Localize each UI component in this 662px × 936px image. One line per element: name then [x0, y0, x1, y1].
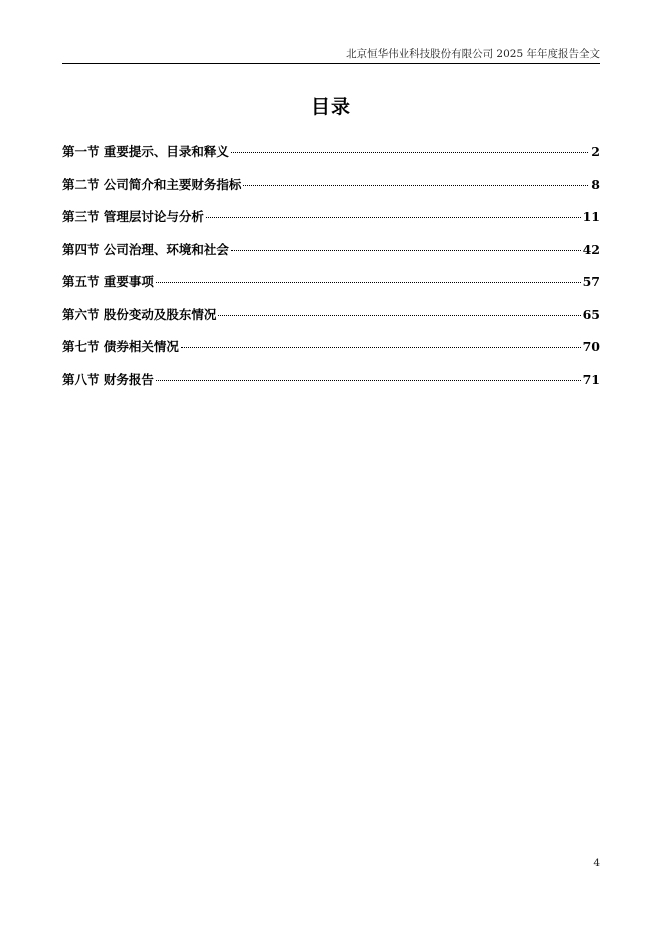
- toc-entry-page: 71: [582, 371, 600, 387]
- toc-entry[interactable]: [62, 175, 600, 208]
- toc-entry-label: 第六节 股份变动及股东情况: [62, 306, 217, 322]
- toc-title: 目录: [310, 96, 351, 118]
- toc-entry[interactable]: [62, 370, 600, 403]
- toc-leader-dots: [231, 250, 581, 251]
- toc-entry[interactable]: [62, 337, 600, 370]
- toc-entry-page: 11: [582, 209, 600, 224]
- toc-leader-dots: [231, 152, 588, 153]
- toc-entry-page: 8: [591, 176, 600, 192]
- toc-entry-page: 70: [582, 339, 600, 354]
- toc-entry-label: 第八节 财务报告: [62, 371, 154, 387]
- page-number: 4: [593, 857, 600, 869]
- toc-entry[interactable]: [62, 207, 600, 240]
- toc-entry[interactable]: [62, 142, 600, 175]
- toc-entry-label: 第二节 公司简介和主要财务指标: [62, 176, 242, 192]
- toc-entry[interactable]: [62, 272, 600, 305]
- toc-entry-page: 42: [582, 241, 600, 257]
- header-divider: [62, 63, 600, 64]
- toc-entry-label: 第一节 重要提示、目录和释义: [62, 144, 229, 159]
- toc-entry-label: 第七节 债券相关情况: [62, 339, 179, 354]
- toc-entry-label: 第五节 重要事项: [62, 274, 154, 289]
- toc-list: [62, 142, 600, 402]
- toc-leader-dots: [181, 347, 581, 348]
- toc-leader-dots: [206, 217, 581, 218]
- toc-entry-page: 57: [582, 274, 600, 289]
- toc-entry-page: 65: [582, 306, 600, 322]
- toc-leader-dots: [218, 315, 580, 316]
- toc-entry-label: 第三节 管理层讨论与分析: [62, 209, 204, 224]
- toc-leader-dots: [156, 282, 581, 283]
- toc-leader-dots: [243, 185, 588, 186]
- running-header: 北京恒华伟业科技股份有限公司 2025 年年度报告全文: [346, 48, 600, 60]
- toc-entry[interactable]: [62, 240, 600, 273]
- toc-entry-page: 2: [591, 144, 600, 159]
- toc-entry-label: 第四节 公司治理、环境和社会: [62, 241, 229, 257]
- toc-entry[interactable]: [62, 305, 600, 338]
- toc-leader-dots: [156, 380, 581, 381]
